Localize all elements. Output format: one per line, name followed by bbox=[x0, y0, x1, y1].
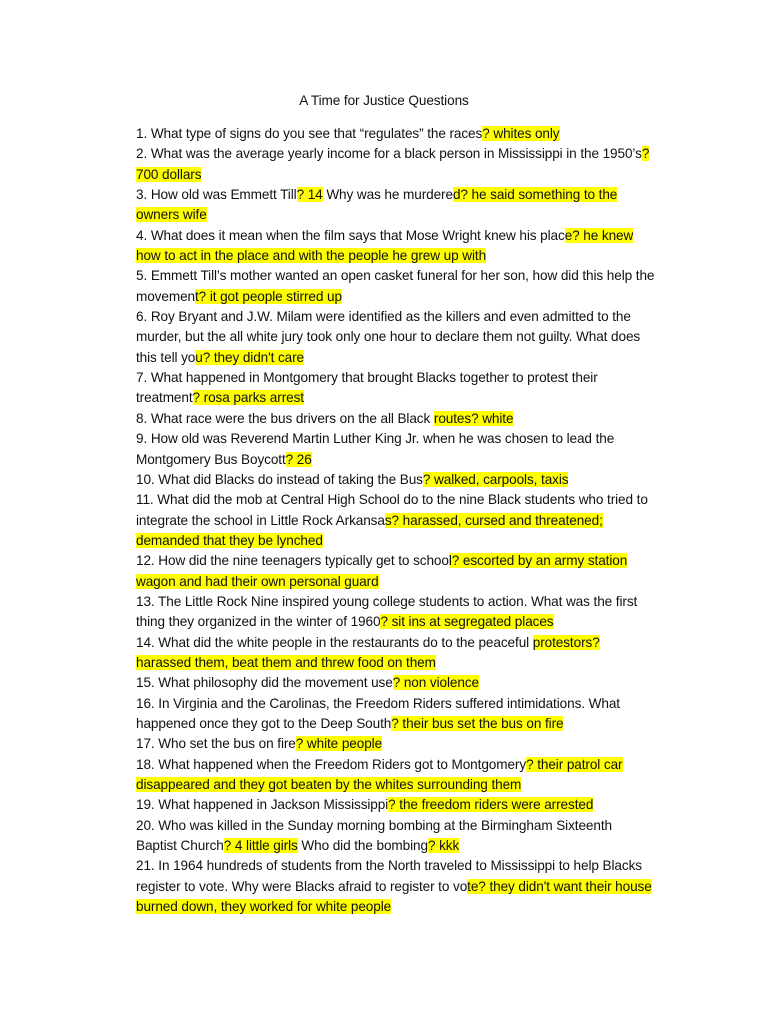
question-item bbox=[136, 266, 656, 307]
answer-highlight: routes? white bbox=[433, 410, 514, 426]
question-item bbox=[136, 409, 656, 429]
question-item bbox=[136, 673, 656, 693]
question-text: 6. Roy Bryant and J.W. Milam were identified as the killers and even admitted to the murder, but the all white jury took only one hour to declare them not guilty. What does this tell yo bbox=[136, 309, 641, 365]
answer-highlight-followup: d? he said something to the owners wife bbox=[136, 187, 618, 223]
answer-highlight-followup: ? kkk bbox=[427, 838, 460, 854]
question-item bbox=[136, 429, 656, 470]
answer-highlight: ? whites only bbox=[482, 126, 560, 141]
question-item bbox=[136, 470, 656, 490]
question-text: 19. What happened in Jackson Mississippi bbox=[136, 797, 389, 813]
answer-highlight: ? 4 little girls bbox=[223, 838, 298, 854]
question-item bbox=[136, 633, 656, 674]
answer-highlight: ? 26 bbox=[285, 451, 312, 467]
question-text: 12. How did the nine teenagers typically get to schoo bbox=[136, 553, 449, 569]
question-text-followup: Who did the bombing bbox=[297, 838, 428, 854]
question-text: 14. What did the white people in the restaurants do to the peaceful bbox=[136, 634, 533, 650]
question-item bbox=[136, 694, 656, 735]
question-item bbox=[136, 144, 656, 185]
answer-highlight: ? the freedom riders were arrested bbox=[388, 797, 594, 813]
question-list bbox=[136, 124, 656, 917]
question-text: 10. What did Blacks do instead of taking the Bus bbox=[136, 471, 423, 487]
question-text: 9. How old was Reverend Martin Luther King Jr. when he was chosen to lead the Montgomery Bus Boycott bbox=[136, 431, 615, 467]
answer-highlight: ? sit ins at segregated places bbox=[380, 614, 554, 630]
answer-highlight: l? escorted by an army station wagon and had their own personal guard bbox=[136, 553, 628, 589]
question-item bbox=[136, 185, 656, 226]
answer-highlight: ? 14 bbox=[296, 187, 323, 203]
answer-highlight: ? non violence bbox=[392, 675, 479, 691]
question-item bbox=[136, 856, 656, 917]
question-text: 7. What happened in Montgomery that brought Blacks together to protest their treatment bbox=[136, 370, 598, 406]
question-item bbox=[136, 816, 656, 857]
question-text: 15. What philosophy did the movement use bbox=[136, 675, 393, 691]
question-text: 18. What happened when the Freedom Riders got to Montgomery bbox=[136, 756, 527, 772]
question-text: 16. In Virginia and the Carolinas, the Freedom Riders suffered intimidations. What happened once they got to the Deep South bbox=[136, 695, 620, 731]
question-item bbox=[136, 755, 656, 796]
question-item bbox=[136, 734, 656, 754]
answer-highlight: e? he knew how to act in the place and with the people he grew up with bbox=[136, 227, 634, 264]
document-title: A Time for Justice Questions bbox=[299, 93, 469, 108]
answer-highlight: s? harassed, cursed and threatened; demanded that they be lynched bbox=[136, 512, 603, 548]
answer-highlight: ? walked, carpools, taxis bbox=[422, 471, 569, 487]
question-item bbox=[136, 592, 656, 633]
answer-highlight: ? white people bbox=[295, 736, 383, 752]
question-text: 4. What does it mean when the film says that Mose Wright knew his plac bbox=[136, 227, 565, 243]
answer-highlight: ? 700 dollars bbox=[136, 146, 650, 182]
question-text: 1. What type of signs do you see that “regulates” the races bbox=[136, 126, 483, 141]
question-text: 17. Who set the bus on fire bbox=[136, 736, 296, 752]
question-item bbox=[136, 307, 656, 368]
question-text: 2. What was the average yearly income for a black person in Mississippi in the 1950’s bbox=[136, 146, 642, 162]
question-item bbox=[136, 551, 656, 592]
question-text: 13. The Little Rock Nine inspired young college students to action. What was the first thing they organized in the winter of 1960 bbox=[136, 593, 638, 630]
question-item bbox=[136, 368, 656, 409]
question-text: 21. In 1964 hundreds of students from the North traveled to Mississippi to help Blacks register to vote. Why were Blacks afraid to register to vo bbox=[136, 858, 642, 894]
question-item bbox=[136, 124, 656, 144]
answer-highlight: ? rosa parks arrest bbox=[192, 390, 304, 406]
question-text: 5. Emmett Till’s mother wanted an open casket funeral for her son, how did this help the movemen bbox=[136, 268, 655, 304]
question-text-followup: Why was he murdere bbox=[322, 187, 453, 203]
question-text: 11. What did the mob at Central High School do to the nine Black students who tried to integrate the school in Little Rock Arkansa bbox=[136, 492, 648, 528]
question-text: 3. How old was Emmett Till bbox=[136, 187, 297, 203]
answer-highlight: u? they didn't care bbox=[195, 349, 305, 365]
question-item bbox=[136, 490, 656, 551]
question-text: 8. What race were the bus drivers on the all Black bbox=[136, 410, 434, 426]
answer-highlight: ? their patrol car disappeared and they got beaten by the whites surrounding them bbox=[136, 756, 623, 792]
question-item bbox=[136, 795, 656, 815]
answer-highlight: te? they didn't want their house burned down, they worked for white people bbox=[136, 878, 652, 915]
answer-highlight: ? their bus set the bus on fire bbox=[391, 715, 564, 731]
question-text: 20. Who was killed in the Sunday morning bombing at the Birmingham Sixteenth Baptist Church bbox=[136, 817, 612, 854]
answer-highlight: t? it got people stirred up bbox=[195, 288, 342, 304]
answer-highlight: protestors? harassed them, beat them and threw food on them bbox=[136, 634, 600, 670]
question-item bbox=[136, 226, 656, 267]
